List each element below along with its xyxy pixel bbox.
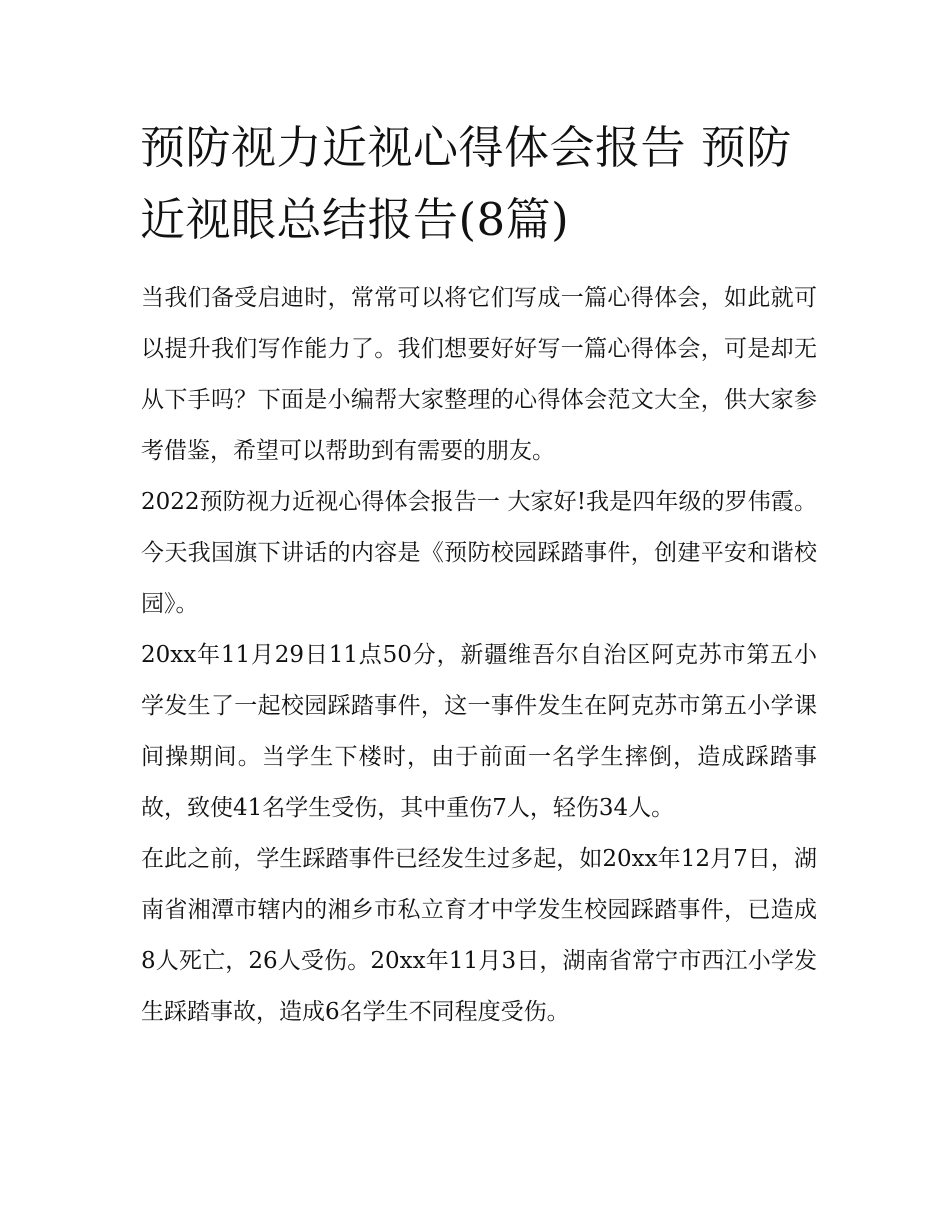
document-title: 预防视力近视心得体会报告 预防近视眼总结报告(8篇) [140, 121, 792, 246]
paragraph-speech-opening: 2022预防视力近视心得体会报告一 大家好!我是四年级的罗伟霞。今天我国旗下讲话的内容是《预防校园踩踏事件，创建平安和谐校园》。 [141, 489, 817, 617]
paragraph-aksu-incident: 20xx年11月29日11点50分，新疆维吾尔自治区阿克苏市第五小学发生了一起校园踩踏事件，这一事件发生在阿克苏市第五小学课间操期间。当学生下楼时，由于前面一名学生摔倒，造成踩踏事故，致使41名学生受伤，其中重伤7人，轻伤34人。 [141, 642, 817, 821]
document-body [141, 273, 817, 1038]
paragraph-previous-incidents: 在此之前，学生踩踏事件已经发生过多起，如20xx年12月7日，湖南省湘潭市辖内的湘乡市私立育才中学发生校园踩踏事件，已造成8人死亡，26人受伤。20xx年11月3日，湖南省常宁市西江小学发生踩踏事故，造成6名学生不同程度受伤。 [141, 846, 817, 1025]
paragraph-intro: 当我们备受启迪时，常常可以将它们写成一篇心得体会，如此就可以提升我们写作能力了。我们想要好好写一篇心得体会，可是却无从下手吗？下面是小编帮大家整理的心得体会范文大全，供大家参考借鉴，希望可以帮助到有需要的朋友。 [141, 285, 817, 464]
